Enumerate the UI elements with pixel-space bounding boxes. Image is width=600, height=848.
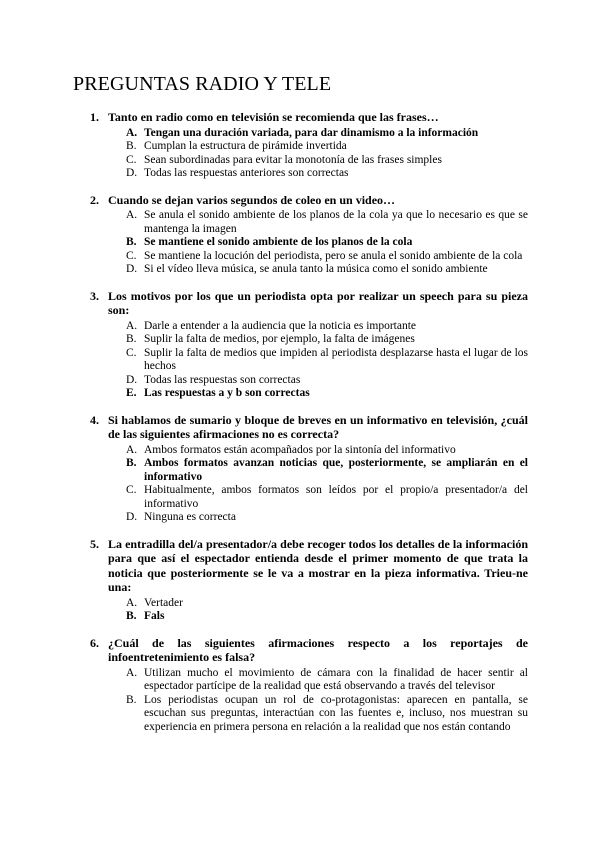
option-letter: A. (126, 319, 138, 332)
option-list (0, 444, 600, 525)
page-title: PREGUNTAS RADIO Y TELE (73, 73, 332, 95)
option-text: Los periodistas ocupan un rol de co-protagonistas: aparecen en pantalla, se escuchan sus preguntas, interactúan con las fuentes e, incluso, nos muestran su experiencia en primera persona en relación a la realidad que nos están contando (144, 693, 528, 733)
option-item (0, 387, 600, 401)
option-item (0, 140, 600, 154)
option-letter: C. (126, 484, 137, 496)
option-letter: B. (126, 693, 137, 706)
option-item (0, 236, 600, 250)
question-number: 5. (90, 536, 99, 551)
option-list (0, 209, 600, 277)
option-item (0, 511, 600, 525)
option-text: Todas las respuestas son correctas (144, 373, 301, 386)
option-item (0, 127, 600, 141)
option-item (0, 374, 600, 388)
option-text: Suplir la falta de medios, por ejemplo, la falta de imágenes (144, 333, 415, 345)
option-letter: C. (126, 153, 137, 166)
question-1 (0, 110, 600, 181)
option-letter: D. (126, 373, 138, 386)
option-letter: A. (126, 666, 138, 679)
option-letter: C. (126, 249, 137, 262)
option-text: Sean subordinadas para evitar la monotonía de las frases simples (144, 153, 442, 166)
option-letter: D. (126, 167, 138, 179)
question-3 (0, 289, 600, 401)
question-text: Cuando se dejan varios segundos de coleo en un video… (108, 192, 396, 207)
option-text: Ninguna es correcta (144, 511, 236, 523)
option-item (0, 333, 600, 347)
option-letter: D. (126, 263, 138, 275)
question-4 (0, 413, 600, 525)
option-item (0, 250, 600, 264)
question-2 (0, 193, 600, 277)
option-letter: E. (126, 387, 137, 399)
option-text: Ambos formatos están acompañados por la sintonía del informativo (144, 443, 456, 456)
option-text: Darle a entender a la audiencia que la noticia es importante (144, 319, 417, 332)
question-5 (0, 537, 600, 624)
option-text: Utilizan mucho el movimiento de cámara con la finalidad de hacer sentir al espectador partícipe de la realidad que está observando a través del televisor (144, 666, 528, 692)
option-list (0, 320, 600, 401)
option-item (0, 167, 600, 181)
question-heading (0, 537, 600, 595)
option-letter: A. (126, 126, 138, 139)
question-text: Si hablamos de sumario y bloque de breves en un informativo en televisión, ¿cuál de las siguientes afirmaciones no es correcta? (108, 412, 528, 441)
option-item (0, 610, 600, 624)
question-6 (0, 636, 600, 735)
option-text: Se mantiene el sonido ambiente de los planos de la cola (144, 236, 413, 248)
question-text: Tanto en radio como en televisión se recomienda que las frases… (108, 110, 439, 124)
option-item (0, 154, 600, 168)
question-text: Los motivos por los que un periodista opta por realizar un speech para su pieza son: (108, 288, 528, 317)
option-text: Se mantiene la locución del periodista, pero se anula el sonido ambiente de la cola (144, 249, 523, 262)
option-text: Si el vídeo lleva música, se anula tanto la música como el sonido ambiente (144, 263, 488, 275)
option-list (0, 667, 600, 735)
option-letter: A. (126, 209, 138, 221)
option-text: Habitualmente, ambos formatos son leídos por el propio/a presentador/a del informativo (144, 484, 528, 510)
option-item (0, 209, 600, 236)
option-list (0, 597, 600, 624)
option-letter: C. (126, 346, 137, 359)
question-number: 6. (90, 635, 99, 650)
question-text: ¿Cuál de las siguientes afirmaciones respecto a los reportajes de infoentretenimiento es falsa? (108, 635, 528, 664)
option-text: Ambos formatos avanzan noticias que, posteriormente, se ampliarán en el informativo (144, 457, 528, 483)
question-text: La entradilla del/a presentador/a debe recoger todos los detalles de la información para que así el espectador entienda desde el primer momento de que trata la noticia que posteriormente se le va a mostrar en la pieza informativa. Trieu-ne una: (108, 536, 528, 594)
question-heading (0, 193, 600, 208)
question-number: 4. (90, 412, 99, 427)
option-text: Fals (144, 610, 165, 622)
option-letter: B. (126, 610, 137, 622)
question-number: 1. (90, 110, 99, 124)
option-text: Las respuestas a y b son correctas (144, 387, 310, 399)
option-text: Suplir la falta de medios que impiden al periodista desplazarse hasta el lugar de los hechos (144, 346, 528, 372)
option-letter: A. (126, 443, 138, 456)
option-letter: D. (126, 511, 138, 523)
question-heading (0, 636, 600, 665)
option-letter: B. (126, 140, 137, 152)
option-item (0, 694, 600, 735)
option-item (0, 597, 600, 611)
question-heading (0, 110, 600, 125)
option-item (0, 347, 600, 374)
option-letter: B. (126, 333, 137, 345)
question-heading (0, 289, 600, 318)
option-item (0, 667, 600, 694)
option-letter: A. (126, 596, 138, 609)
option-text: Se anula el sonido ambiente de los planos de la cola ya que lo necesario es que se mantenga la imagen (144, 209, 528, 235)
option-list (0, 127, 600, 181)
option-letter: B. (126, 457, 137, 469)
option-text: Cumplan la estructura de pirámide invertida (144, 140, 347, 152)
option-item (0, 320, 600, 334)
option-text: Tengan una duración variada, para dar dinamismo a la información (144, 126, 479, 139)
option-item (0, 263, 600, 277)
question-number: 3. (90, 288, 99, 303)
question-number: 2. (90, 192, 99, 207)
option-item (0, 457, 600, 484)
question-heading (0, 413, 600, 442)
option-item (0, 484, 600, 511)
question-list (0, 110, 600, 746)
option-text: Vertader (144, 596, 183, 609)
option-item (0, 444, 600, 458)
option-text: Todas las respuestas anteriores son correctas (144, 167, 349, 179)
option-letter: B. (126, 236, 137, 248)
